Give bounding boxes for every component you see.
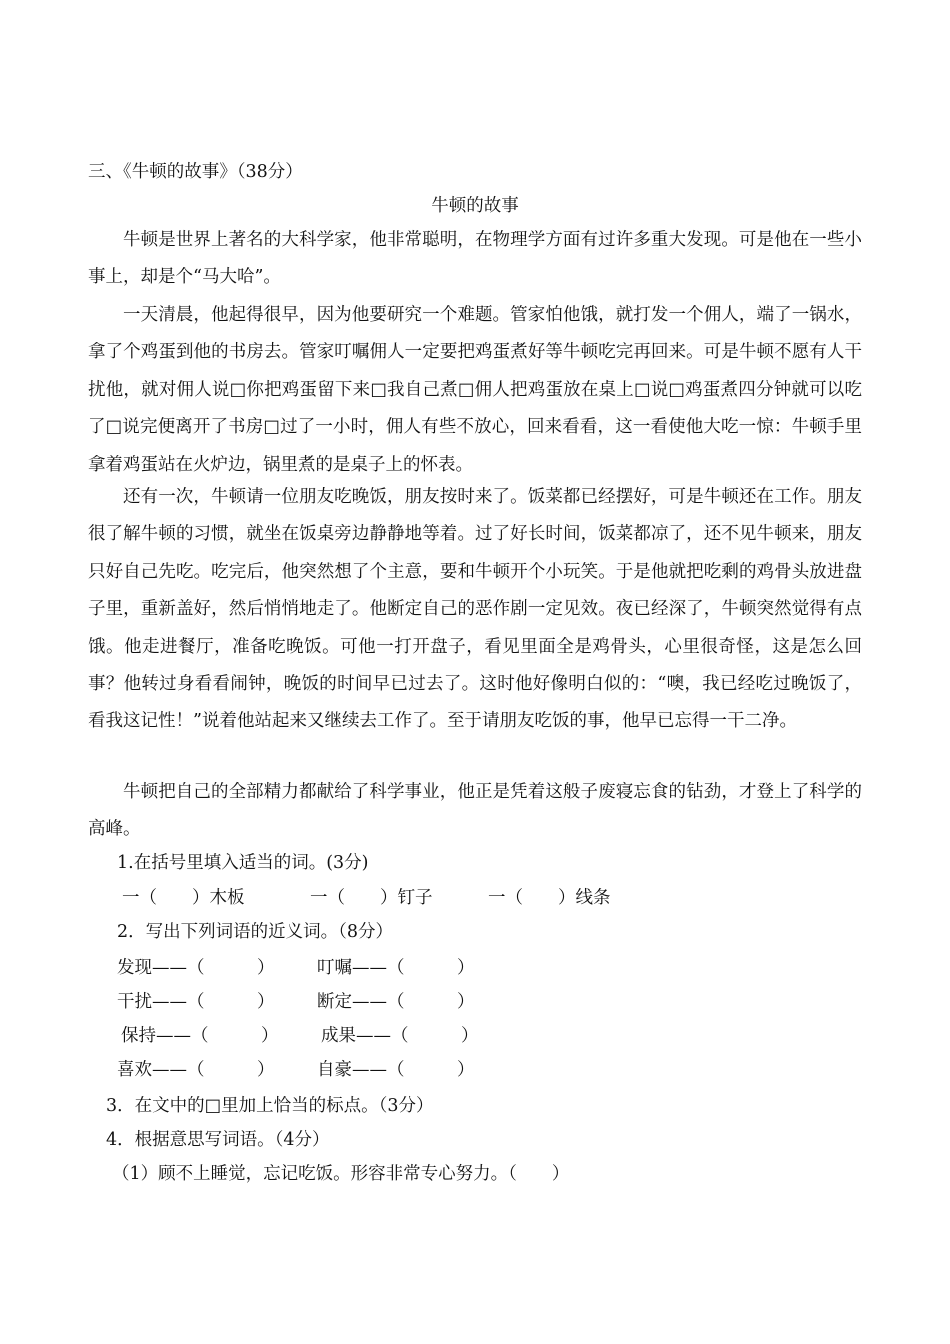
article-paragraph-3: 还有一次，牛顿请一位朋友吃晚饭，朋友按时来了。饭菜都已经摆好，可是牛顿还在工作。朋友很了解牛顿的习惯，就坐在饭桌旁边静静地等着。过了好长时间，饭菜都凉了，还不见牛顿来，朋友只好自己先吃。吃完后，他突然想了个主意，要和牛顿开个小玩笑。于是他就把吃剩的鸡骨头放进盘子里，重新盖好，然后悄悄地走了。他断定自己的恶作剧一定见效。夜已经深了，牛顿突然觉得有点饿。他走进餐厅，准备吃晚饭。可他一打开盘子，看见里面全是鸡骨头，心里很奇怪，这是怎么回事？他转过身看看闹钟，晚饭的时间早已过去了。这时他好像明白似的：“噢，我已经吃过晚饭了，看我这记性！”说着他站起来又继续去工作了。至于请朋友吃饭的事，他早已忘得一干二净。 [88,487,862,732]
q2-word-duanding: 断定——（ ） [317,992,475,1012]
question-1-prompt: 1.在括号里填入适当的词。(3分) [117,853,369,873]
q1-item-3: 一（ ）线条 [488,888,611,908]
question-2-prompt: 2．写出下列词语的近义词。（8分） [117,922,394,942]
question-4-prompt: 4．根据意思写词语。（4分） [106,1130,330,1150]
article-paragraph-2: 一天清晨，他起得很早，因为他要研究一个难题。管家怕他饿，就打发一个佣人，端了一锅水，拿了个鸡蛋到他的书房去。管家叮嘱佣人一定要把鸡蛋煮好等牛顿吃完再回来。可是牛顿不愿有人干扰他，就对佣人说□你把鸡蛋留下来□我自己煮□佣人把鸡蛋放在桌上□说□鸡蛋煮四分钟就可以吃了□说完便离开了书房□过了一小时，佣人有些不放心，回来看看，这一看使他大吃一惊：牛顿手里拿着鸡蛋站在火炉边，锅里煮的是桌子上的怀表。 [88,305,862,475]
q2-word-faxian: 发现——（ ） [117,958,275,978]
article-paragraph-4: 牛顿把自己的全部精力都献给了科学事业，他正是凭着这般子废寝忘食的钻劲，才登上了科学的高峰。 [88,782,862,840]
section-title: 三、《牛顿的故事》（38分） [88,162,303,182]
q1-item-1: 一（ ）木板 [122,888,245,908]
q2-word-dingzhu: 叮嘱——（ ） [317,958,475,978]
q2-word-baochi: 保持——（ ） [121,1026,279,1046]
article-title: 牛顿的故事 [431,196,519,216]
q1-item-2: 一（ ）钉子 [310,888,433,908]
q4-item-1: （1）顾不上睡觉，忘记吃饭。形容非常专心努力。（ ） [112,1164,570,1184]
q2-word-chengguo: 成果——（ ） [321,1026,479,1046]
question-3-prompt: 3．在文中的□里加上恰当的标点。（3分） [106,1096,434,1116]
q2-word-xihuan: 喜欢——（ ） [117,1060,275,1080]
article-paragraph-1: 牛顿是世界上著名的大科学家，他非常聪明，在物理学方面有过许多重大发现。可是他在一些小事上，却是个“马大哈”。 [88,230,862,288]
q2-word-ganrao: 干扰——（ ） [117,992,275,1012]
q2-word-zihao: 自豪——（ ） [317,1060,475,1080]
